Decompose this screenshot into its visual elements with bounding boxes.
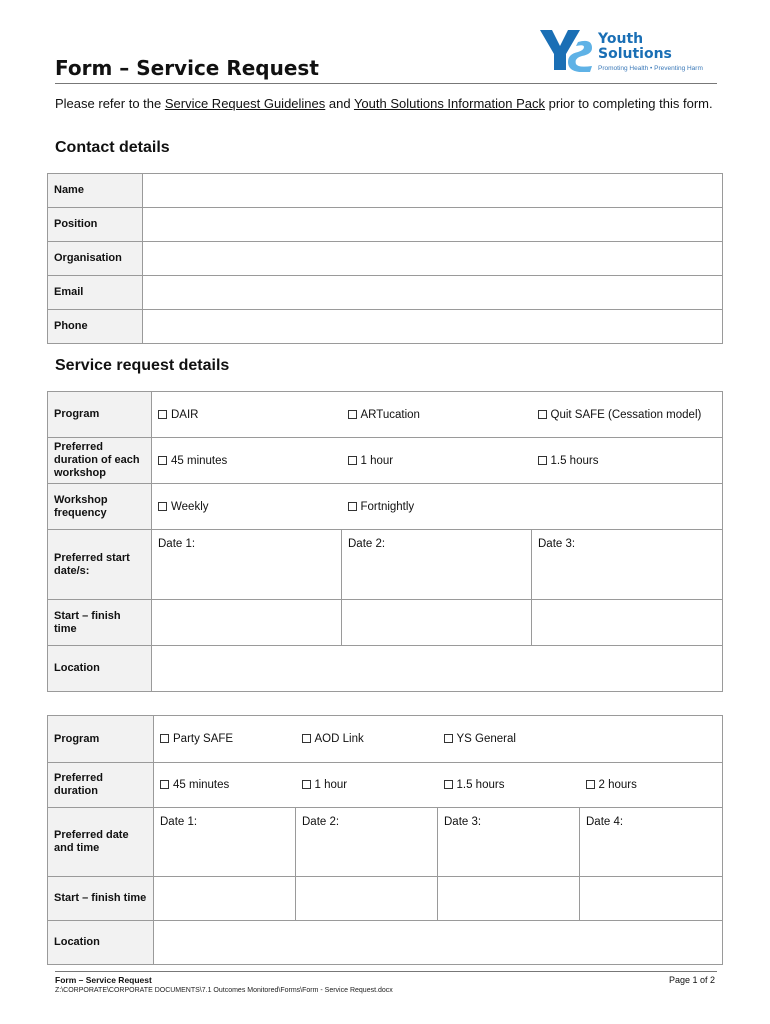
time-1-field[interactable] — [152, 600, 342, 646]
date-time-label: Preferred date and time — [48, 808, 154, 877]
program-option-dair[interactable]: DAIR — [152, 392, 342, 438]
service-request-heading: Service request details — [55, 357, 230, 374]
duration-option-45-minutes[interactable]: 45 minutes — [154, 763, 296, 808]
checkbox-icon[interactable] — [160, 734, 169, 743]
file-path: Z:\CORPORATE\CORPORATE DOCUMENTS\7.1 Outcomes Monitored\Forms\Form - Service Request.docx — [55, 987, 393, 994]
program-option-quit-safe[interactable]: Quit SAFE (Cessation model) — [532, 392, 723, 438]
phone-label: Phone — [48, 310, 143, 344]
service-request-guidelines-link[interactable]: Service Request Guidelines — [164, 96, 326, 111]
checkbox-icon[interactable] — [302, 780, 311, 789]
checkbox-icon[interactable] — [348, 410, 357, 419]
footer-divider — [55, 971, 717, 972]
page-title: Form – Service Request — [55, 56, 319, 80]
service-request-table-1 — [47, 391, 723, 692]
organisation-label: Organisation — [48, 242, 143, 276]
checkbox-icon[interactable] — [348, 456, 357, 465]
program-label: Program — [48, 392, 152, 438]
checkbox-icon[interactable] — [586, 780, 595, 789]
position-label: Position — [48, 208, 143, 242]
time-4-field[interactable] — [580, 877, 723, 921]
date-2-field[interactable]: Date 2: — [342, 530, 532, 600]
email-field[interactable] — [143, 276, 723, 310]
date-2-field[interactable]: Date 2: — [296, 808, 438, 877]
duration-option-45-minutes[interactable]: 45 minutes — [152, 438, 342, 484]
time-2-field[interactable] — [296, 877, 438, 921]
checkbox-icon[interactable] — [302, 734, 311, 743]
phone-field[interactable] — [143, 310, 723, 344]
date-1-field[interactable]: Date 1: — [152, 530, 342, 600]
email-label: Email — [48, 276, 143, 310]
frequency-empty-cell — [532, 484, 723, 530]
page-number: Page 1 of 2 — [668, 975, 715, 985]
ys-logo-mark-icon — [538, 28, 594, 72]
program-option-aod-link[interactable]: AOD Link — [296, 716, 438, 763]
start-finish-time-label: Start – finish time — [48, 600, 152, 646]
date-4-field[interactable]: Date 4: — [580, 808, 723, 877]
name-field[interactable] — [143, 174, 723, 208]
program-label: Program — [48, 716, 154, 763]
duration-option-2-hours[interactable]: 2 hours — [580, 763, 723, 808]
logo-tagline: Promoting Health • Preventing Harm — [598, 65, 703, 72]
frequency-option-weekly[interactable]: Weekly — [152, 484, 342, 530]
contact-details-heading: Contact details — [55, 139, 170, 156]
frequency-label: Workshop frequency — [48, 484, 152, 530]
youth-solutions-logo — [538, 28, 718, 78]
duration-option-1-hour[interactable]: 1 hour — [296, 763, 438, 808]
program-option-ys-general[interactable]: YS General — [438, 716, 580, 763]
intro-text: Please refer to the Service Request Guidelines and Youth Solutions Information Pack prior to completing this form. — [55, 96, 713, 111]
checkbox-icon[interactable] — [538, 410, 547, 419]
time-3-field[interactable] — [438, 877, 580, 921]
date-3-field[interactable]: Date 3: — [438, 808, 580, 877]
frequency-option-fortnightly[interactable]: Fortnightly — [342, 484, 532, 530]
time-1-field[interactable] — [154, 877, 296, 921]
program-option-artucation[interactable]: ARTucation — [342, 392, 532, 438]
duration-option-1-hour[interactable]: 1 hour — [342, 438, 532, 484]
contact-details-table — [47, 173, 723, 344]
checkbox-icon[interactable] — [444, 734, 453, 743]
time-3-field[interactable] — [532, 600, 723, 646]
checkbox-icon[interactable] — [444, 780, 453, 789]
organisation-field[interactable] — [143, 242, 723, 276]
position-field[interactable] — [143, 208, 723, 242]
footer-title: Form – Service Request — [55, 975, 152, 985]
time-2-field[interactable] — [342, 600, 532, 646]
checkbox-icon[interactable] — [158, 410, 167, 419]
title-divider — [55, 83, 717, 84]
program-empty-cell — [580, 716, 723, 763]
location-label: Location — [48, 646, 152, 692]
date-3-field[interactable]: Date 3: — [532, 530, 723, 600]
start-finish-time-label: Start – finish time — [48, 877, 154, 921]
start-dates-label: Preferred start date/s: — [48, 530, 152, 600]
duration-label: Preferred duration — [48, 763, 154, 808]
duration-option-1-5-hours[interactable]: 1.5 hours — [438, 763, 580, 808]
checkbox-icon[interactable] — [538, 456, 547, 465]
checkbox-icon[interactable] — [348, 502, 357, 511]
name-label: Name — [48, 174, 143, 208]
checkbox-icon[interactable] — [160, 780, 169, 789]
location-field[interactable] — [152, 646, 723, 692]
date-1-field[interactable]: Date 1: — [154, 808, 296, 877]
logo-name: Youth Solutions — [598, 31, 672, 62]
program-option-party-safe[interactable]: Party SAFE — [154, 716, 296, 763]
duration-label: Preferred duration of each workshop — [48, 438, 152, 484]
checkbox-icon[interactable] — [158, 502, 167, 511]
checkbox-icon[interactable] — [158, 456, 167, 465]
location-label: Location — [48, 921, 154, 965]
information-pack-link[interactable]: Youth Solutions Information Pack — [353, 96, 545, 111]
location-field[interactable] — [154, 921, 723, 965]
service-request-table-2 — [47, 715, 723, 965]
duration-option-1-5-hours[interactable]: 1.5 hours — [532, 438, 723, 484]
